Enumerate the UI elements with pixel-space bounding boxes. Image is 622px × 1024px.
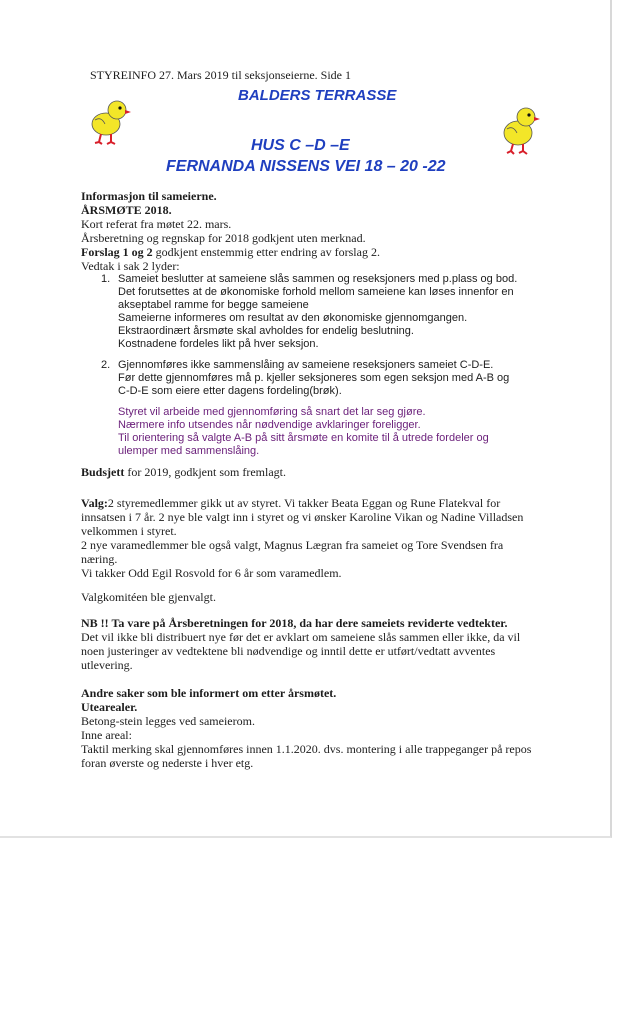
hus-heading: HUS C –D –E <box>251 137 350 154</box>
address-heading: FERNANDA NISSENS VEI 18 – 20 -22 <box>166 158 446 175</box>
forslag-rest: godkjent enstemmig etter endring av forslag 2. <box>152 245 380 259</box>
valg-bold: Valg: <box>81 496 108 510</box>
list-item: Nærmere info utsendes når nødvendige avklaringer foreligger. <box>118 419 421 431</box>
utearealer-heading: Utearealer. <box>81 700 138 714</box>
list-item: C-D-E som eiere etter dagens fordeling(brøk). <box>118 385 342 397</box>
list-item: Sameiet beslutter at sameiene slås sammen og reseksjoners med p.plass og bod. <box>118 273 518 285</box>
nb-heading: NB !! Ta vare på Årsberetningen for 2018, da har dere sameiets reviderte vedtekter. <box>81 616 508 630</box>
valgkomite-line: Valgkomitéen ble gjenvalgt. <box>81 590 216 604</box>
valg-line: velkommen i styret. <box>81 524 177 538</box>
nb-line: Det vil ikke bli distribuert nye før det er avklart om sameiene slås sammen eller ikke, da vil <box>81 630 521 644</box>
item1-text <box>118 273 558 351</box>
list-item: Kostnadene fordeles likt på hver seksjon. <box>118 338 319 350</box>
document-title: BALDERS TERRASSE <box>238 87 397 104</box>
andre-heading: Andre saker som ble informert om etter årsmøtet. <box>81 686 337 700</box>
nb-line: noen justeringer av vedtektene bli nødvendige og inntil dette er utført/vedtatt avventes <box>81 644 496 658</box>
styreinfo-line: STYREINFO 27. Mars 2019 til seksjonseierne. Side 1 <box>90 68 351 82</box>
list-item: Sameierne informeres om resultat av den økonomiske gjennomgangen. <box>118 312 468 324</box>
andre-line: Taktil merking skal gjennomføres innen 1.1.2020. dvs. montering i alle trappeganger på repos <box>81 742 532 756</box>
list-item: Styret vil arbeide med gjennomføring så snart det lar seg gjøre. <box>118 406 426 418</box>
valg-line: Vi takker Odd Egil Rosvold for 6 år som varamedlem. <box>81 566 342 580</box>
referat-line: Kort referat fra møtet 22. mars. <box>81 217 232 231</box>
arsmote-heading: ÅRSMØTE 2018. <box>81 203 172 217</box>
valg-line: 2 styremedlemmer gikk ut av styret. Vi takker Beata Eggan og Rune Flatekval for <box>107 496 501 510</box>
budsjett-rest: for 2019, godkjent som fremlagt. <box>124 465 286 479</box>
chick-icon <box>85 96 135 146</box>
nb-text <box>81 630 551 672</box>
valg-line: innsatsen i 7 år. 2 nye ble valgt inn i styret og vi ønsker Karoline Vikan og Nadine Villadsen <box>81 510 524 524</box>
valg-section <box>81 496 551 580</box>
forslag-bold: Forslag 1 og 2 <box>81 245 153 259</box>
andre-text <box>81 714 551 770</box>
list-item: akseptabel ramme for begge sameiene <box>118 299 309 311</box>
forslag-line <box>81 245 380 259</box>
list-item: Ekstraordinært årsmøte skal avholdes for endelig beslutning. <box>118 325 414 337</box>
list-item: Det forutsettes at de økonomiske forhold mellom sameiene kan løses innenfor en <box>118 286 514 298</box>
item-number: 1. <box>101 273 111 285</box>
vedtak-line: Vedtak i sak 2 lyder: <box>81 259 180 273</box>
nb-line: utlevering. <box>81 658 133 672</box>
list-item: ulemper med sammenslåing. <box>118 445 260 457</box>
list-item: Før dette gjennomføres må p. kjeller seksjoneres som egen seksjon med A-B og <box>118 372 510 384</box>
list-item: Til orientering så valgte A-B på sitt årsmøte en komite til å utrede fordeler og <box>118 432 489 444</box>
styret-text <box>118 406 558 458</box>
budsjett-bold: Budsjett <box>81 465 125 479</box>
andre-line: Inne areal: <box>81 728 132 742</box>
list-item: Gjennomføres ikke sammenslåing av sameiene reseksjoners sameiet C-D-E. <box>118 359 494 371</box>
chick-icon <box>496 103 546 155</box>
item-number: 2. <box>101 359 111 371</box>
arsberetning-line: Årsberetning og regnskap for 2018 godkjent uten merknad. <box>81 231 366 245</box>
item2-text <box>118 359 558 398</box>
andre-line: Betong-stein legges ved sameierom. <box>81 714 255 728</box>
valg-first-line <box>81 496 551 510</box>
andre-line: foran øverste og nederste i hver etg. <box>81 756 254 770</box>
valg-line: 2 nye varamedlemmer ble også valgt, Magnus Lægran fra sameiet og Tore Svendsen fra <box>81 538 504 552</box>
info-heading: Informasjon til sameierne. <box>81 189 217 203</box>
budsjett-line <box>81 465 286 479</box>
valg-line: næring. <box>81 552 118 566</box>
